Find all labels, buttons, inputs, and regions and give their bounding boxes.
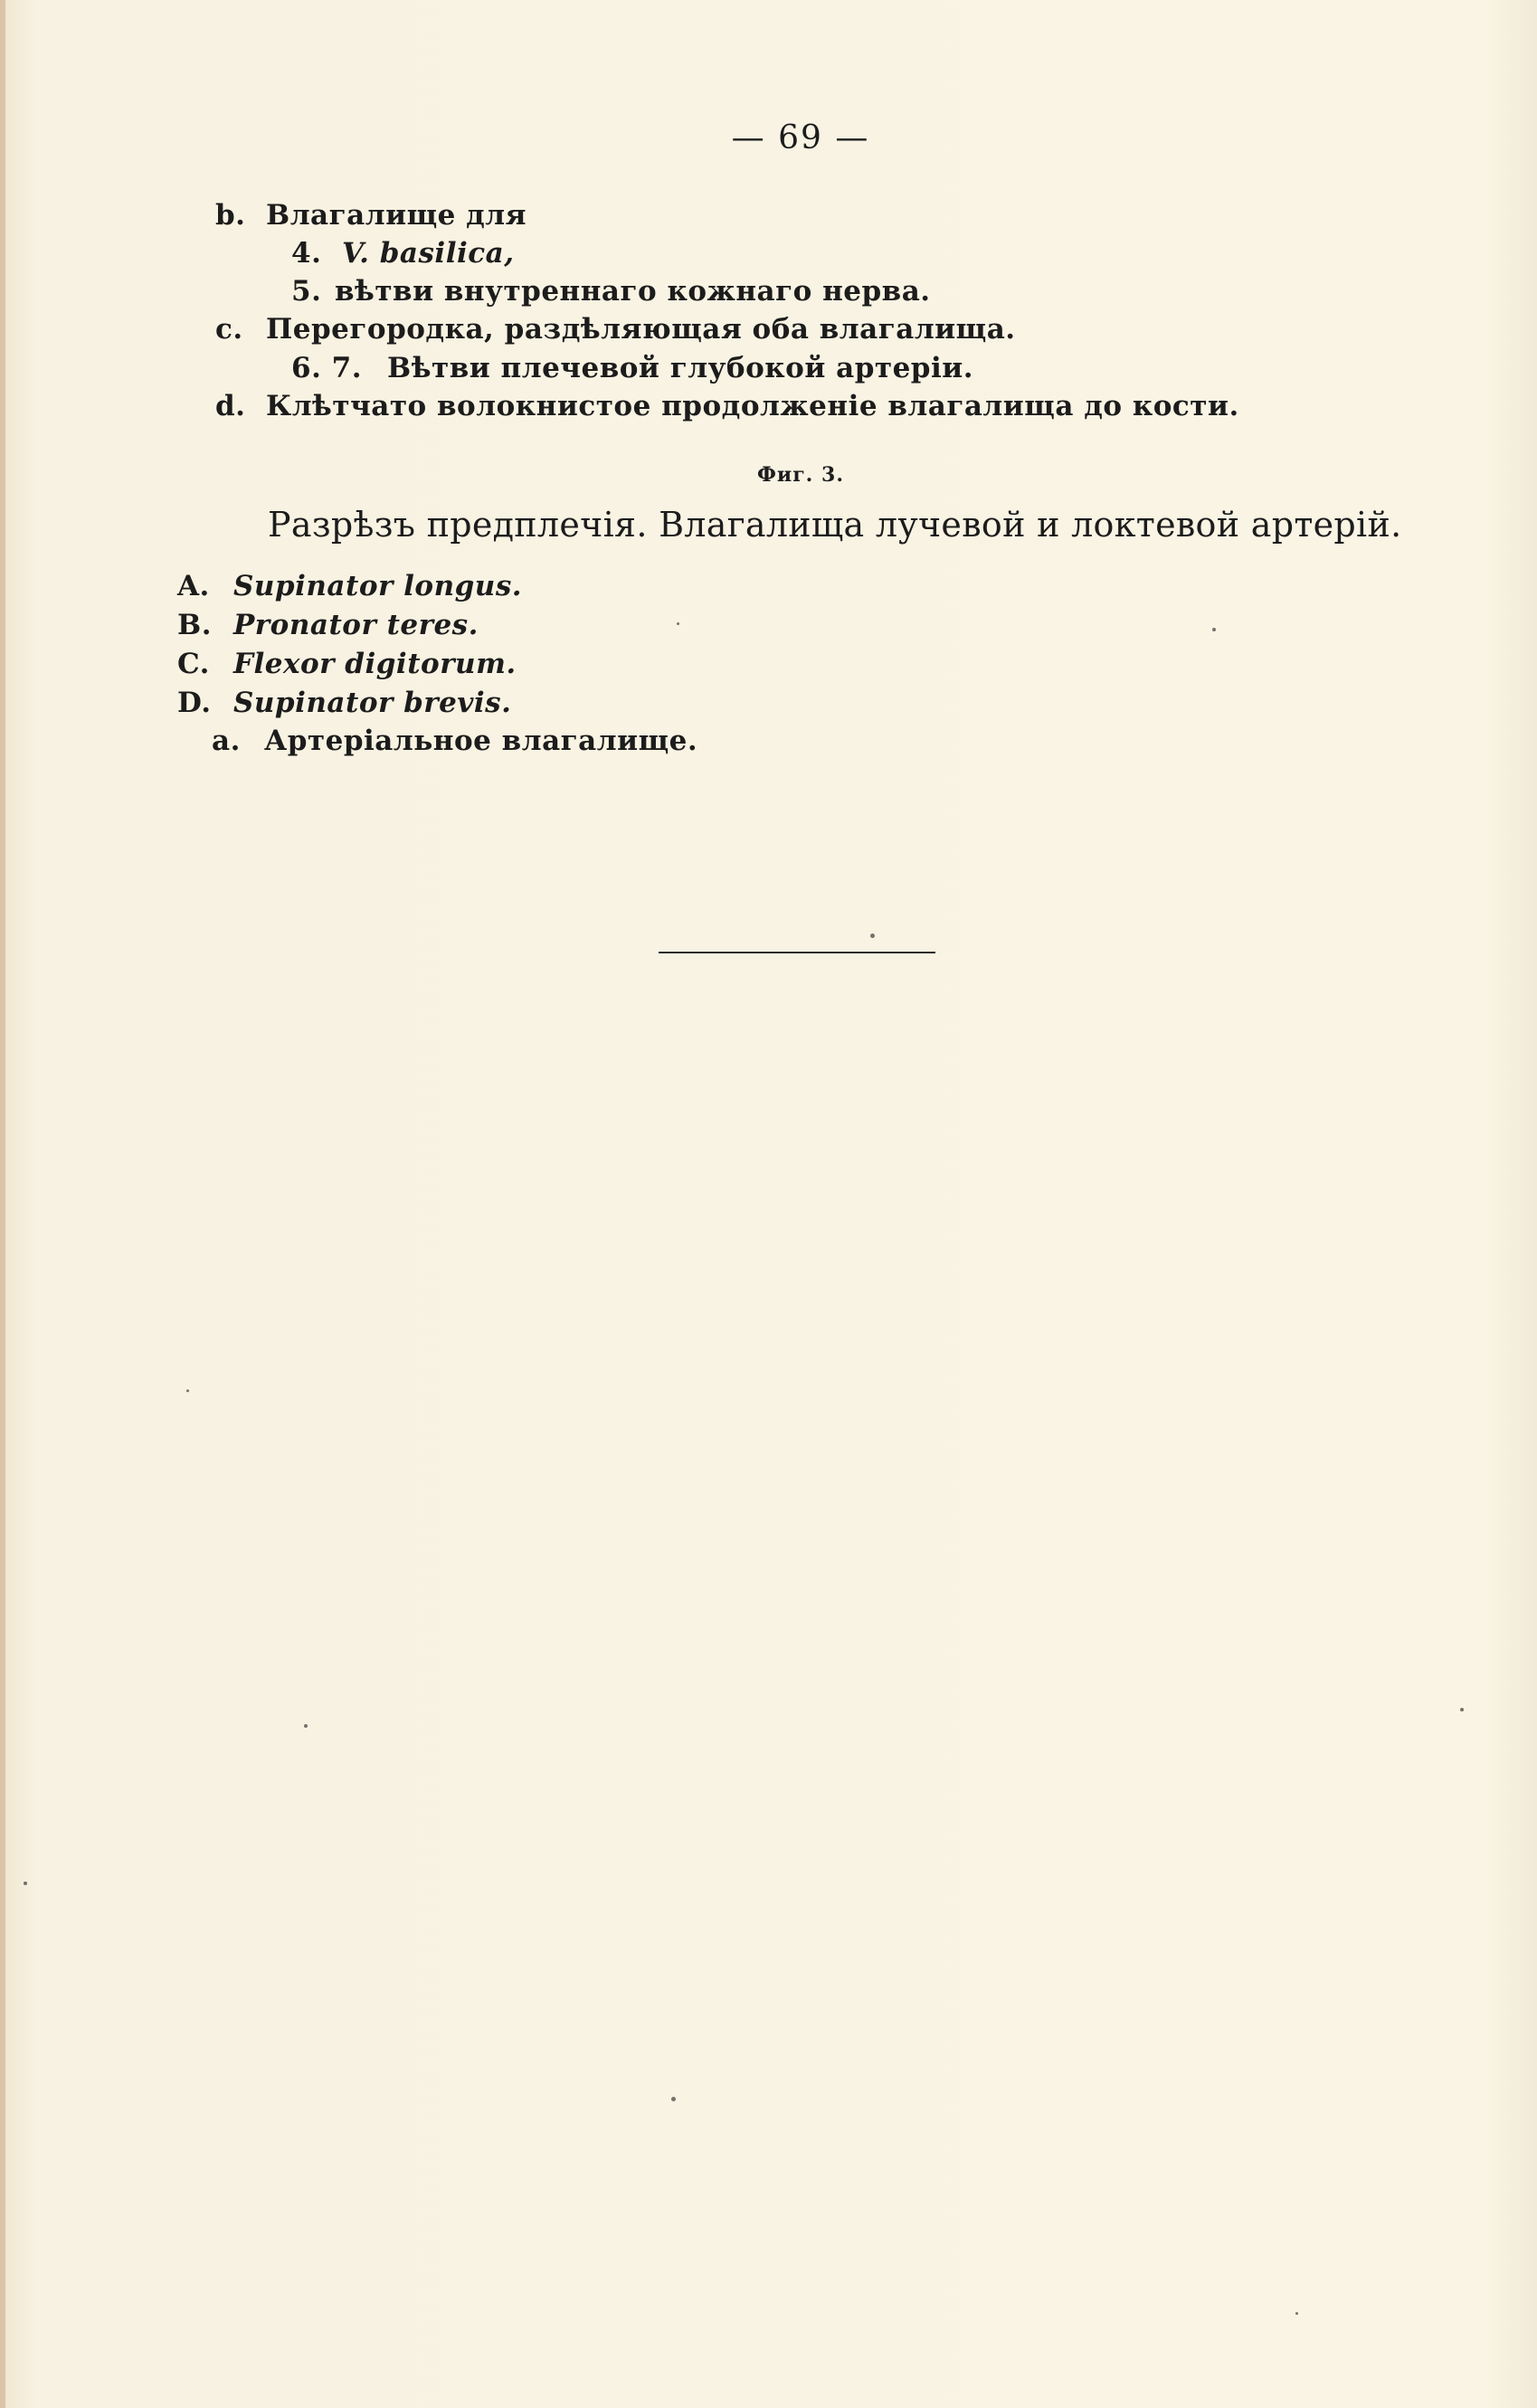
item-label: 5. <box>291 275 322 308</box>
item-text: Влагалище для <box>266 199 527 232</box>
item-text: Вѣтви плечевой глубокой артеріи. <box>387 352 974 384</box>
paper-speck <box>677 622 679 625</box>
list-item <box>177 687 511 719</box>
item-label: b. <box>215 199 246 232</box>
paper-speck <box>304 1724 308 1728</box>
list-item <box>215 313 1016 346</box>
item-label: A. <box>177 570 210 602</box>
item-text: Supinator brevis. <box>233 687 512 719</box>
item-text: вѣтви внутреннаго кожнаго нерва. <box>335 275 931 308</box>
item-label: D. <box>177 687 212 719</box>
item-text: Flexor digitorum. <box>233 648 517 680</box>
list-item <box>215 199 527 232</box>
list-item <box>215 390 1239 422</box>
list-item <box>291 237 515 270</box>
item-label: d. <box>215 390 246 422</box>
item-label: 6. 7. <box>291 352 363 384</box>
item-text: V. basilica, <box>342 237 515 270</box>
list-item <box>212 725 697 757</box>
paper-speck <box>1212 628 1216 631</box>
item-text: Перегородка, раздѣляющая оба влагалища. <box>266 313 1016 346</box>
list-item <box>177 609 479 641</box>
paper-speck <box>1460 1708 1464 1711</box>
section-divider <box>659 952 935 953</box>
paper-speck <box>186 1389 189 1392</box>
item-label: B. <box>177 609 212 641</box>
item-label: a. <box>212 725 241 757</box>
paper-speck <box>1295 2312 1298 2315</box>
item-text: Pronator teres. <box>233 609 479 641</box>
item-text: Клѣтчато волокнистое продолженіе влагалища до кости. <box>266 390 1239 422</box>
item-label: 4. <box>291 237 322 270</box>
list-item <box>291 275 931 308</box>
item-label: C. <box>177 648 210 680</box>
item-label: c. <box>215 313 243 346</box>
item-text: Supinator longus. <box>233 570 523 602</box>
list-item <box>177 570 522 602</box>
paper-speck <box>671 2097 676 2101</box>
figure-title: Разрѣзъ предплечія. Влагалища лучевой и локтевой артерій. <box>268 505 1402 545</box>
figure-label: Фиг. 3. <box>757 463 844 487</box>
list-item <box>291 352 973 384</box>
page-edge <box>0 0 5 2408</box>
item-text: Артеріальное влагалище. <box>264 725 698 757</box>
page-number: — 69 — <box>731 119 870 156</box>
list-item <box>177 648 517 680</box>
paper-speck <box>870 934 875 938</box>
paper-speck <box>24 1882 27 1885</box>
